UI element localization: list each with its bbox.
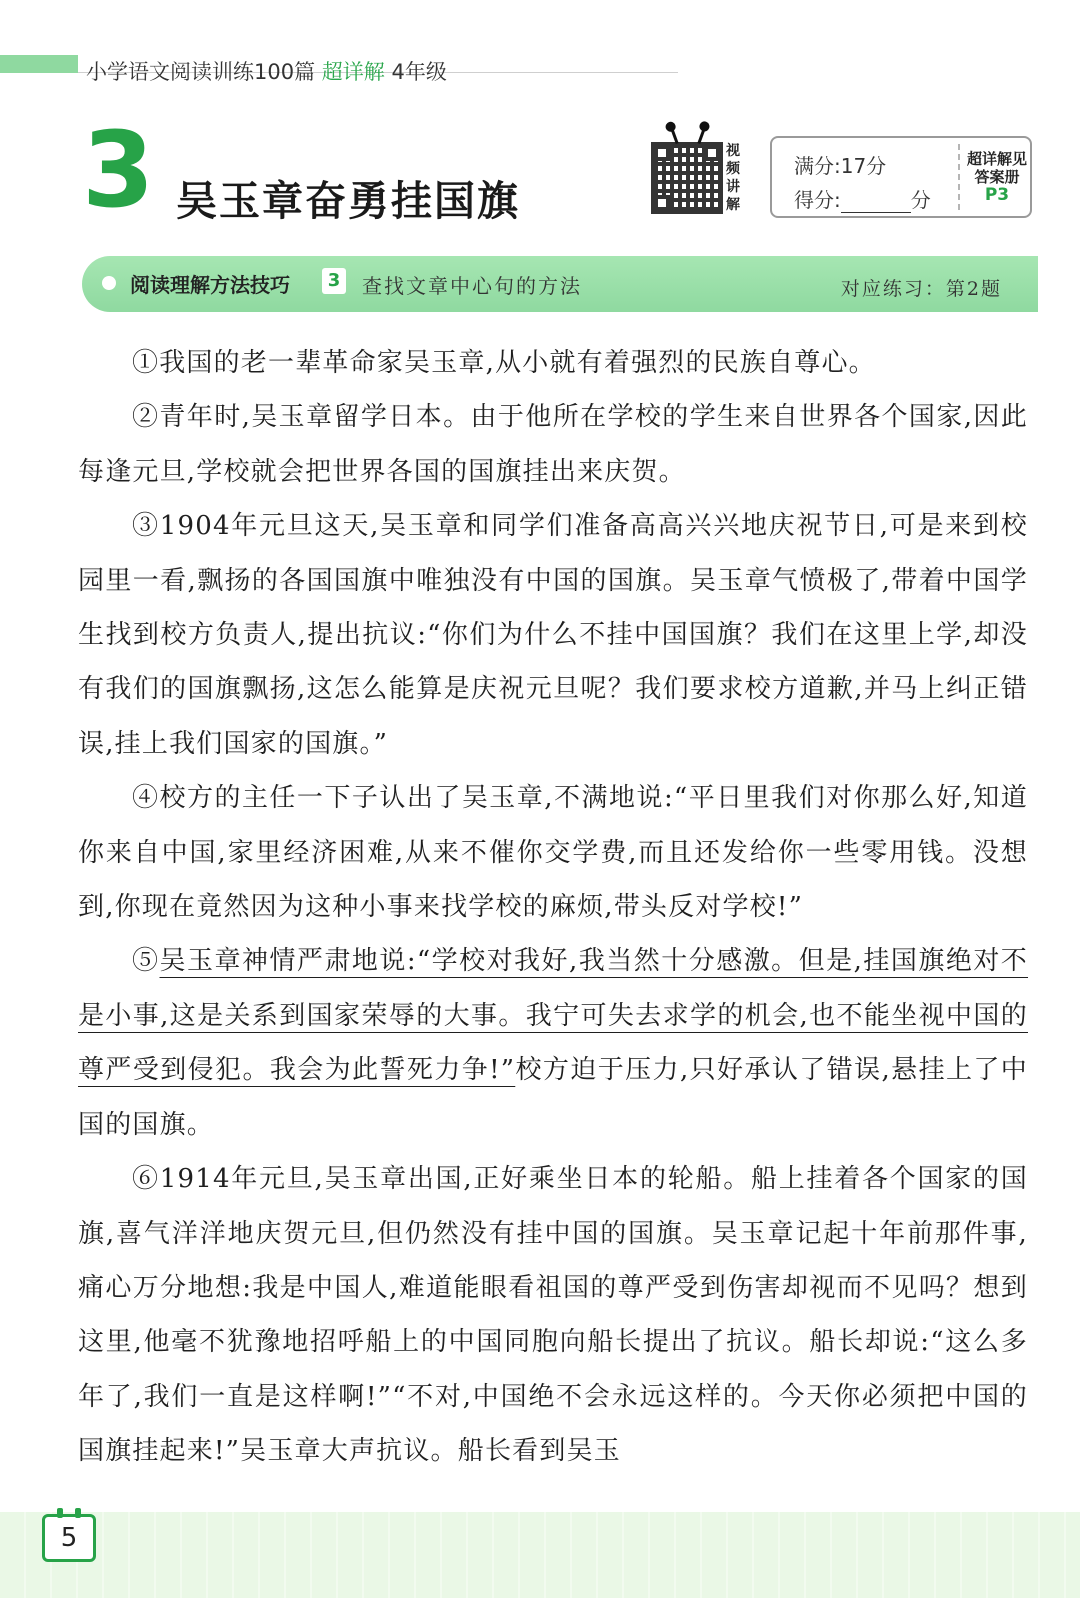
- paragraph-5: [78, 934, 1028, 1152]
- reading-passage: [78, 336, 1028, 1479]
- lesson-number: 3: [82, 109, 155, 231]
- qr-code-icon[interactable]: [651, 142, 723, 214]
- page-number: 5: [42, 1514, 96, 1562]
- score-unit: 分: [910, 188, 931, 212]
- book-title: [86, 56, 447, 86]
- paragraph-3: ③1904年元旦这天,吴玉章和同学们准备高高兴兴地庆祝节日,可是来到校园里一看,飘扬的各国国旗中唯独没有中国的国旗。吴玉章气愤极了,带着中国学生找到校方负责人,提出抗议:“你们为什么不挂中国国旗？我们在这里上学,却没有我们的国旗飘扬,这怎么能算是庆祝元旦呢？我们要求校方道歉,并马上纠正错误,挂上我们国家的国旗。”: [78, 511, 1028, 759]
- qr-finder-icon: [704, 145, 720, 161]
- bullet-dot-icon: [102, 276, 116, 290]
- lesson-title: 吴玉章奋勇挂国旗: [176, 177, 520, 225]
- header-accent-bar: [0, 55, 78, 73]
- video-label-char: 视: [726, 143, 740, 159]
- score-box: [770, 136, 1032, 218]
- video-label-char: 讲: [726, 179, 740, 195]
- score-label: 得分:: [794, 188, 841, 212]
- central-sentence-underlined: 吴玉章神情严肃地说:“学校对我好,我当然十分感激。但是,挂国旗绝对不是小事,这是关系到国家荣辱的大事。我宁可失去求学的机会,也不能坐视中国的尊严受到侵犯。我会为此誓死力争!”: [78, 946, 1029, 1086]
- score-blank[interactable]: [841, 194, 911, 213]
- answer-ref-line1: 超详解见: [966, 150, 1027, 168]
- paragraph-1: ①我国的老一辈革命家吴玉章,从小就有着强烈的民族自尊心。: [132, 348, 876, 378]
- full-score: 满分:17分: [794, 154, 887, 178]
- paragraph-2: ②青年时,吴玉章留学日本。由于他所在学校的学生来自世界各个国家,因此每逢元旦,学校就会把世界各国的国旗挂出来庆贺。: [78, 402, 1028, 487]
- grade-label: 4年级: [391, 60, 447, 84]
- video-label-char: 解: [726, 197, 740, 213]
- method-banner: [82, 256, 1038, 312]
- method-title: 阅读理解方法技巧: [130, 273, 290, 297]
- video-label-char: 频: [726, 161, 740, 177]
- method-number-badge: 3: [322, 268, 346, 294]
- practice-reference: 对应练习：第2题: [840, 278, 1002, 300]
- score-field[interactable]: [794, 184, 931, 213]
- paragraph-4: ④校方的主任一下子认出了吴玉章,不满地说:“平日里我们对你那么好,知道你来自中国,家里经济困难,从来不催你交学费,而且还发给你一些零用钱。没想到,你现在竟然因为这种小事来找学校的麻烦,带头反对学校!”: [78, 783, 1028, 923]
- paragraph-6: ⑥1914年元旦,吴玉章出国,正好乘坐日本的轮船。船上挂着各个国家的国旗,喜气洋洋地庆贺元旦,但仍然没有挂中国的国旗。吴玉章记起十年前那件事,痛心万分地想:我是中国人,难道能眼看祖国的尊严受到伤害却视而不见吗？想到这里,他毫不犹豫地招呼船上的中国同胞向船长提出了抗议。船长却说:“这么多年了,我们一直是这样啊!”“不对,中国绝不会永远这样的。今天你必须把中国的国旗挂起来!”吴玉章大声抗议。船长看到吴玉: [78, 1164, 1028, 1467]
- answer-reference: [964, 150, 1030, 204]
- qr-finder-icon: [654, 145, 670, 161]
- book-title-text: 小学语文阅读训练100篇: [86, 60, 316, 84]
- answer-ref-line2: 答案册: [974, 168, 1020, 186]
- qr-finder-icon: [654, 195, 670, 211]
- answer-ref-page: P3: [984, 185, 1010, 205]
- method-description: 查找文章中心句的方法: [362, 274, 582, 298]
- paragraph-5-rest: 校方迫于压力,只好承认了错误,悬挂上了中国的国旗。: [78, 1055, 1028, 1140]
- footer-band: [0, 1512, 1080, 1598]
- paragraph-5-marker: ⑤: [132, 946, 160, 977]
- score-divider: [958, 144, 960, 210]
- video-explanation-label: [726, 142, 744, 214]
- book-tag: 超详解: [321, 60, 385, 84]
